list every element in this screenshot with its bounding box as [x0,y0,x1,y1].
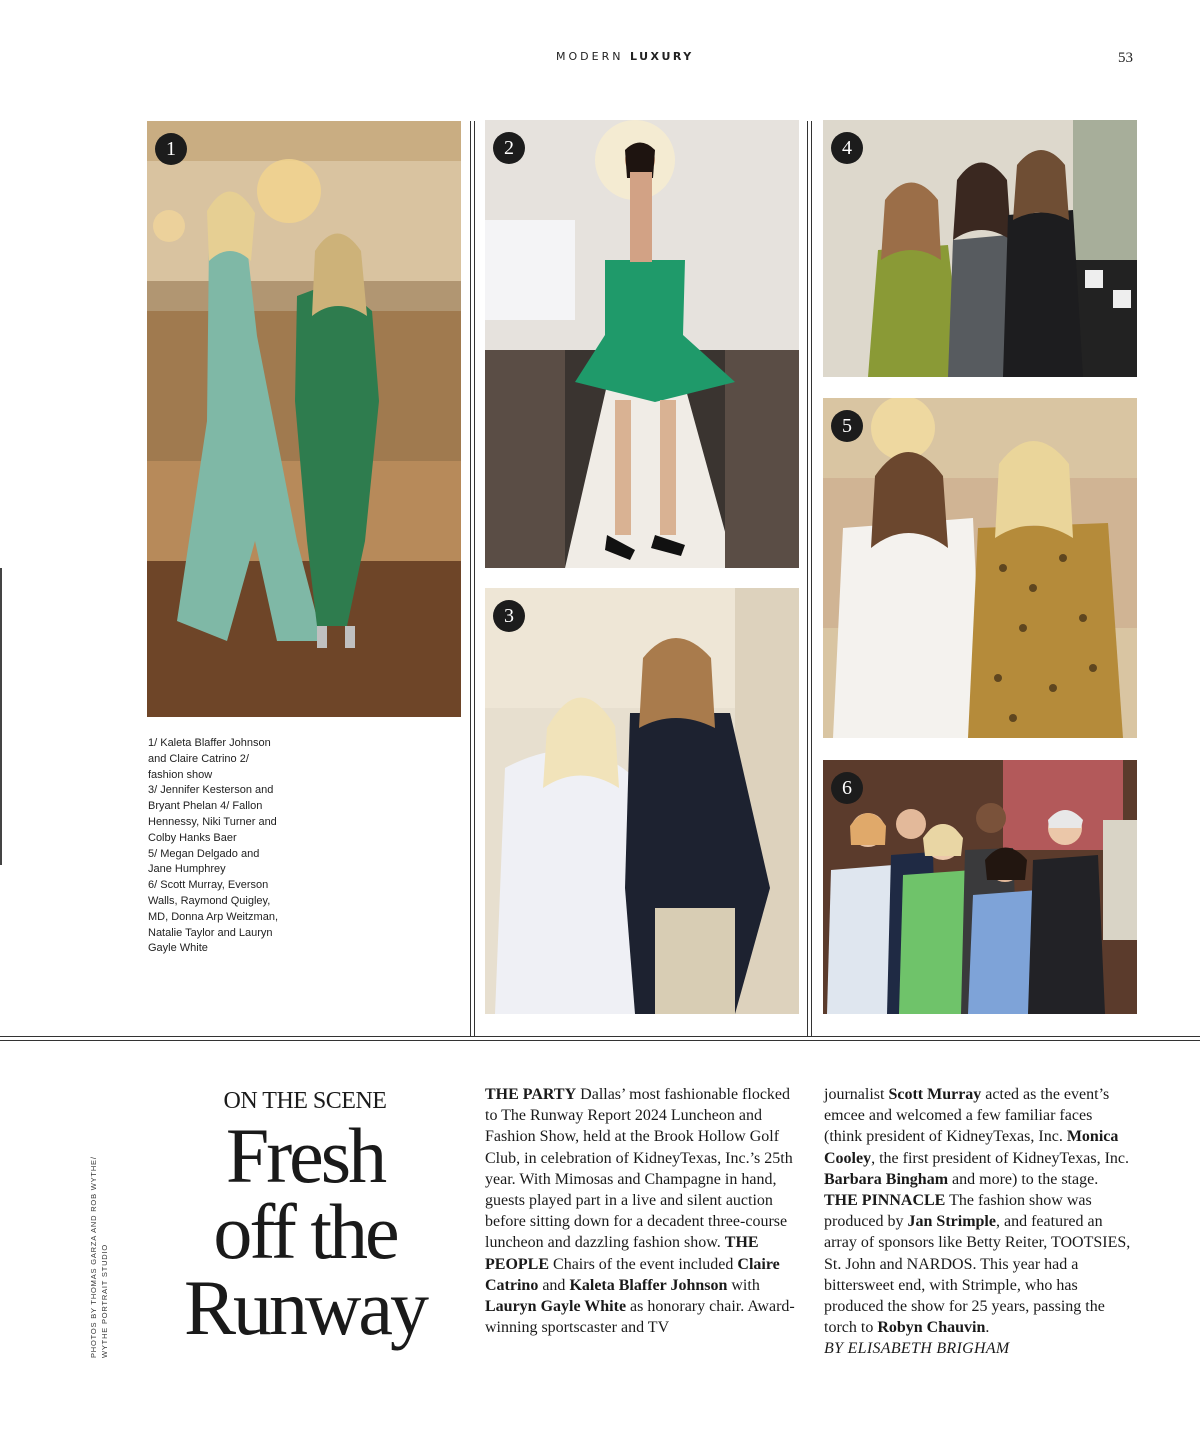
caption-line: MD, Donna Arp Weitzman, [148,910,279,923]
page-number: 53 [1118,50,1133,66]
credit-line: PHOTOS BY THOMAS GARZA AND ROB WYTHE/ [89,1156,98,1358]
left-edge-rule [0,568,2,865]
section-rule [0,1040,1200,1041]
photo-captions [148,736,298,957]
photo-number-badge: 6 [831,772,863,804]
name-robyn: Robyn Chauvin [877,1319,986,1337]
body-text: journalist [824,1086,889,1103]
body-text: and [538,1276,570,1294]
caption-line: 5/ Megan Delgado and [148,847,260,860]
column-rule [470,121,471,1037]
body-text: , the first president of KidneyTexas, Inc. [871,1149,1130,1167]
photo-5 [823,398,1137,738]
caption-line: 1/ Kaleta Blaffer Johnson [148,737,271,749]
photo-1 [147,121,461,717]
brand-bold: LUXURY [629,50,694,63]
name-lauryn: Lauryn Gayle White [485,1298,627,1316]
photo-credit [88,1138,110,1358]
body-text: with [727,1276,760,1294]
caption-line: Jane Humphrey [148,863,226,876]
headline-line: off the [213,1188,397,1275]
article-body-column-2 [824,1084,1134,1360]
body-text: , and featured an array of sponsors like Betty Reiter, TOOTSIES, St. John and NARDOS. This year had a bittersweet end, with Strimple, who has produced the show for 25 years, passing the torch to [824,1213,1131,1337]
caption-line: 6/ Scott Murray, Everson [148,879,269,892]
column-rule [811,121,812,1037]
body-text: as honorary chair. Award-winning sportscaster and TV [485,1298,795,1337]
brand-light: MODERN [556,50,624,63]
headline-line: Runway [184,1264,426,1351]
column-rule [807,121,808,1037]
article-body-column-1 [485,1084,795,1338]
photo-number-badge: 3 [493,600,525,632]
photo-number-badge: 1 [155,133,187,165]
body-text: Chairs of the event included [549,1255,738,1273]
name-monica: Monica Cooley [824,1128,1119,1167]
name-barbara: Barbara Bingham [824,1170,949,1188]
caption-line: 3/ Jennifer Kesterson and [148,784,274,797]
caption-line: Natalie Taylor and Lauryn [148,926,273,939]
caption-line: Walls, Raymond Quigley, [148,894,271,907]
subhead-party: THE PARTY [485,1086,577,1103]
name-claire: Claire Catrino [485,1255,780,1294]
photo-2 [485,120,799,568]
section-kicker: ON THE SCENE [223,1088,387,1114]
photo-4 [823,120,1137,377]
body-text: Dallas’ most fashionable flocked to The Runway Report 2024 Luncheon and Fashion Show, held at the Brook Hollow Golf Club, in celebration of KidneyTexas, Inc.’s 25th year. With Mimosas and Champagne in hand, guests played part in a live and silent auction before sitting down for a decadent three-course luncheon and dazzling fashion show. [485,1086,793,1252]
caption-line: and Claire Catrino 2/ [148,752,249,765]
photo-number-badge: 4 [831,132,863,164]
caption-line: fashion show [148,768,213,781]
credit-line: WYTHE PORTRAIT STUDIO [100,1243,109,1358]
body-text: . [985,1319,990,1337]
caption-line: Bryant Phelan 4/ Fallon [148,800,263,813]
subhead-people: THE PEOPLE [485,1234,759,1273]
photo-number-badge: 5 [831,410,863,442]
body-text: acted as the event’s emcee and welcomed a few familiar faces (think president of KidneyTexas, Inc. [824,1086,1110,1146]
photo-3 [485,588,799,1014]
name-jan: Jan Strimple [907,1213,996,1231]
byline: BY ELISABETH BRIGHAM [824,1340,1010,1358]
photo-6 [823,760,1137,1014]
article-headline [150,1112,460,1351]
masthead [556,50,694,63]
subhead-pinnacle: THE PINNACLE [824,1192,946,1210]
caption-line: Colby Hanks Baer [148,831,237,844]
headline-line: Fresh [225,1112,385,1199]
caption-line: Hennessy, Niki Turner and [148,815,277,828]
section-rule [0,1036,1200,1037]
body-text: The fashion show was produced by [824,1192,1092,1231]
name-kaleta: Kaleta Blaffer Johnson [569,1276,728,1294]
name-scott: Scott Murray [888,1086,982,1103]
column-rule [474,121,475,1037]
body-text: and more) to the stage. [948,1170,1099,1188]
caption-line: Gayle White [148,942,208,955]
photo-number-badge: 2 [493,132,525,164]
